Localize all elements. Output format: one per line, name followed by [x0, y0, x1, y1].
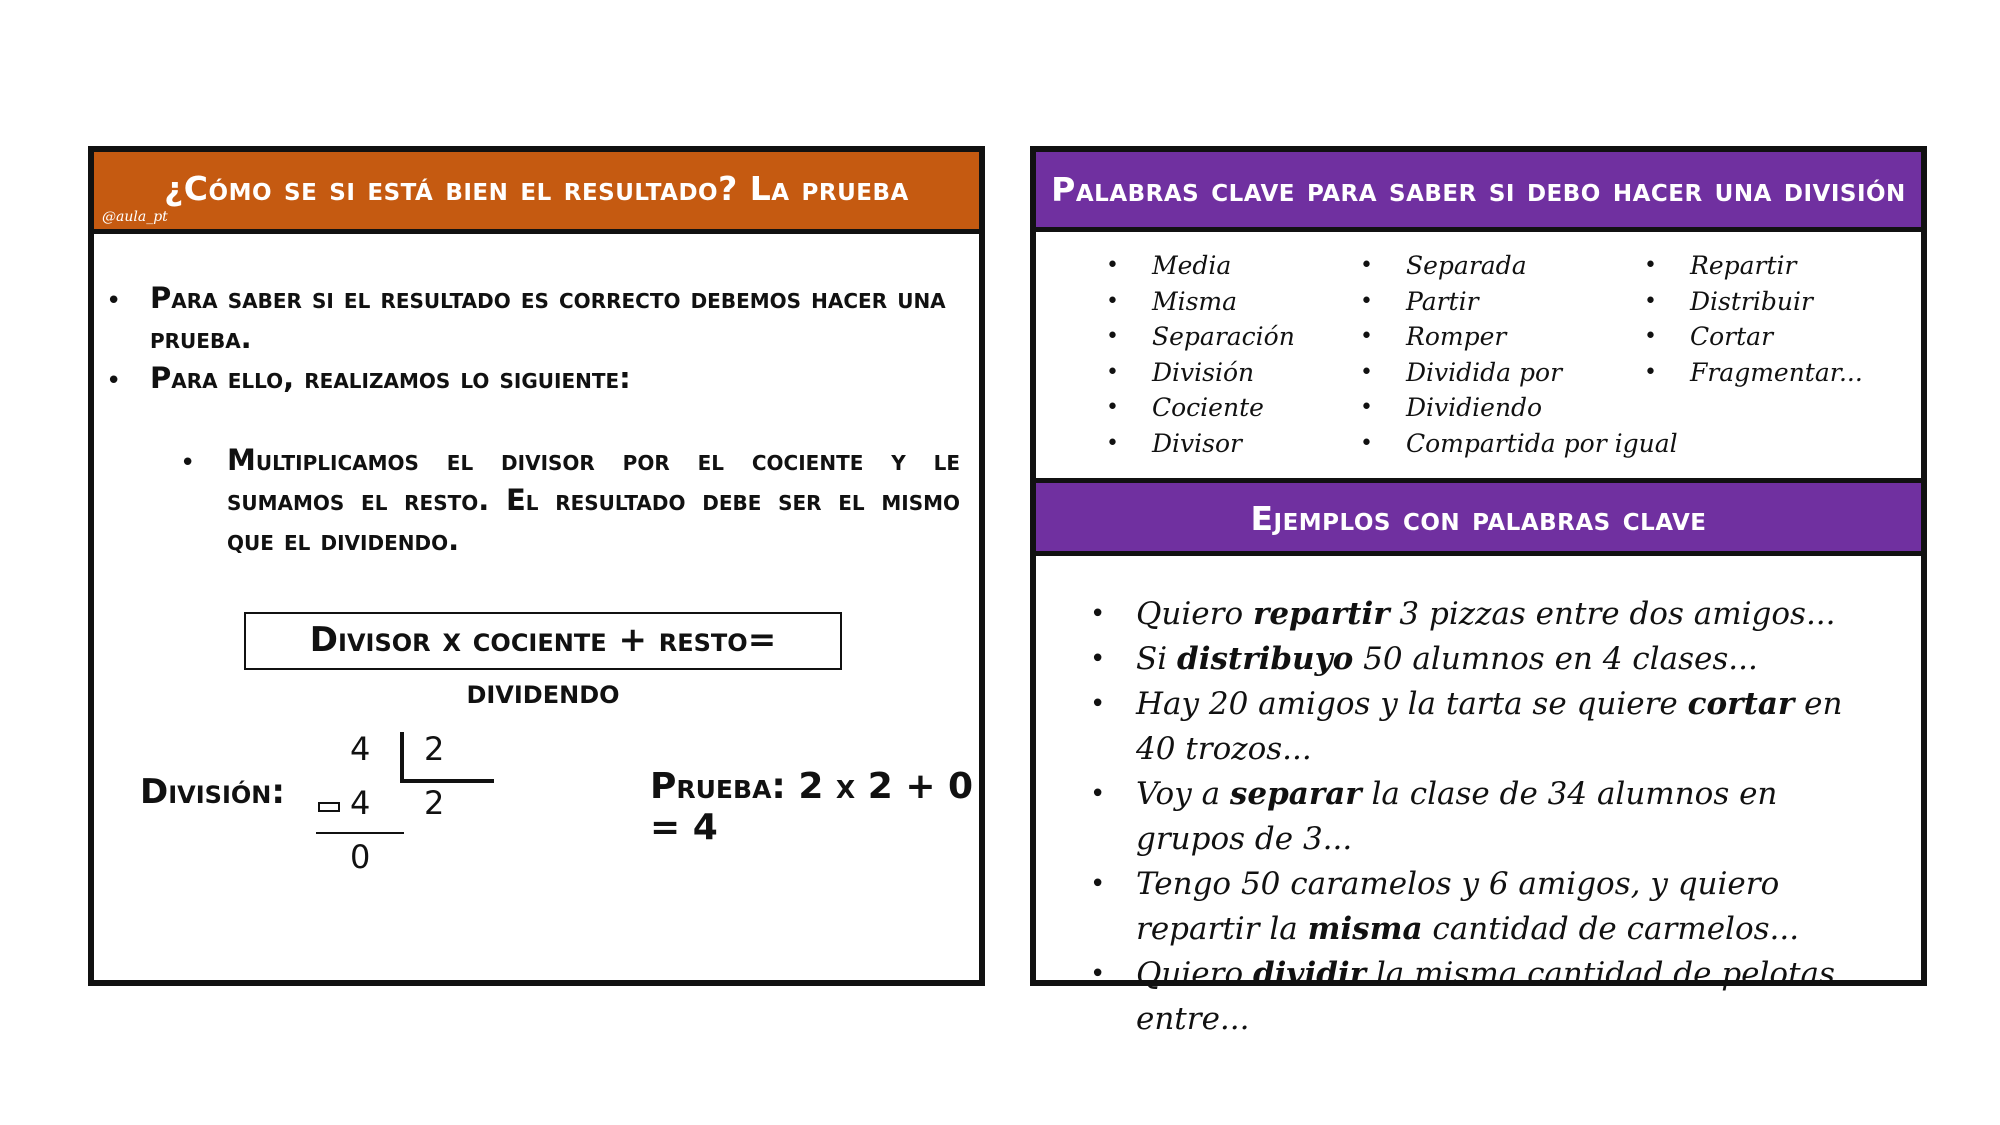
bullet-icon: • — [1106, 288, 1119, 314]
bullet-icon: • — [1360, 395, 1373, 420]
watermark: @aula_pt — [1044, 232, 1110, 248]
bullet-icon: • — [1644, 324, 1657, 349]
example-keyword: distribuyo — [1177, 641, 1354, 677]
bullet-icon: • — [1090, 644, 1106, 674]
example-keyword: cortar — [1687, 686, 1795, 722]
examples-list — [1090, 592, 1890, 1042]
bullet-icon: • — [1360, 430, 1373, 456]
division-bracket-horizontal — [400, 779, 494, 783]
bullet-icon: • — [1644, 288, 1657, 314]
minus-sign-icon — [318, 802, 340, 812]
bullet-icon: • — [1360, 253, 1373, 278]
keywords-header — [1036, 152, 1921, 248]
example-item: • Quiero dividir la misma cantidad de pelotas entre... — [1090, 952, 1890, 1042]
bullet-icon: • — [1644, 253, 1657, 278]
bullet-icon: • — [1360, 288, 1373, 314]
examples-title: Ejemplos con palabras clave — [1250, 499, 1707, 538]
example-keyword: repartir — [1252, 596, 1390, 632]
bullet-icon: • — [180, 448, 196, 478]
bullet-icon: • — [1106, 253, 1119, 278]
bullet-icon: • — [1090, 959, 1106, 989]
formula-text: Divisor x cociente + resto= dividendo — [309, 620, 777, 712]
bullet-icon: • — [1644, 359, 1657, 385]
example-item: • Quiero repartir 3 pizzas entre dos amigos... — [1090, 592, 1890, 637]
subtraction-line — [316, 832, 404, 834]
bullet-icon: • — [1106, 430, 1119, 456]
example-item: • Tengo 50 caramelos y 6 amigos, y quiero repartir la misma cantidad de carmelos... — [1090, 862, 1890, 952]
bullet-icon: • — [1360, 359, 1373, 385]
bullet-icon: • — [1090, 599, 1106, 629]
watermark: @aula_pt — [102, 209, 168, 225]
subtrahend: 4 — [350, 784, 371, 822]
example-keyword: misma — [1307, 911, 1423, 947]
bullet-icon: • — [1106, 324, 1119, 349]
bullet-icon: • — [1106, 359, 1119, 385]
intro-bullet-1: Para saber si el resultado es correcto debemos hacer una prueba. — [150, 281, 946, 355]
examples-header — [1036, 478, 1921, 556]
division-label: División: — [140, 772, 285, 812]
example-keyword: separar — [1229, 776, 1362, 812]
division-bracket-vertical — [400, 732, 404, 782]
divisor: 2 — [424, 730, 445, 768]
proof-equation: Prueba: 2 x 2 + 0 = 4 — [650, 766, 974, 848]
quotient: 2 — [424, 784, 445, 822]
proof-card — [88, 146, 985, 986]
bullet-icon: • — [1090, 689, 1106, 719]
bullet-icon: • — [1360, 324, 1373, 349]
bullet-icon: • — [1090, 869, 1106, 899]
formula-box — [244, 612, 842, 712]
example-keyword: dividir — [1252, 956, 1367, 992]
bullet-icon: • — [1106, 395, 1119, 420]
bullet-icon: • — [106, 366, 122, 396]
keywords-title: Palabras clave para saber si debo hacer una división — [1051, 170, 1906, 209]
bullet-icon: • — [1090, 779, 1106, 809]
example-item: • Voy a separar la clase de 34 alumnos en grupos de 3... — [1090, 772, 1890, 862]
bullet-icon: • — [106, 286, 122, 316]
remainder: 0 — [350, 838, 371, 876]
dividend: 4 — [350, 730, 371, 768]
example-item: • Si distribuyo 50 alumnos en 4 clases... — [1090, 637, 1890, 682]
procedure-bullet: Multiplicamos el divisor por el cociente y le sumamos el resto. El resultado debe ser el mismo que el dividendo. — [227, 443, 960, 557]
proof-card-header — [94, 152, 979, 234]
example-item: • Hay 20 amigos y la tarta se quiere cortar en 40 trozos... — [1090, 682, 1890, 772]
intro-bullet-2: Para ello, realizamos lo siguiente: — [150, 361, 631, 395]
proof-card-title: ¿Cómo se si está bien el resultado? La prueba — [164, 169, 909, 208]
keywords-card: Palabras clave para saber si debo hacer una división @aula_pt • Media • Misma • Separación • División • Cociente • Divisor • Separada • Partir • Romper • Dividida por • Dividiendo • Compartida por igual • Repartir • Distribuir • Cortar • Fragmentar... Ejemplos con palabras clave • Quiero repartir 3 pizzas entre dos amigos... • Si distribuyo 50 alumnos en 4 clases... • Hay 20 amigos y la tarta se quiere cortar en 40 trozos... • Voy a separar la clase de 34 alumnos en grupos de 3... • Tengo 50 caramelos y 6 amigos, y quiero repartir la misma cantidad de carmelos... • Quiero dividir la misma cantidad de pelotas entre... — [1030, 146, 1927, 986]
